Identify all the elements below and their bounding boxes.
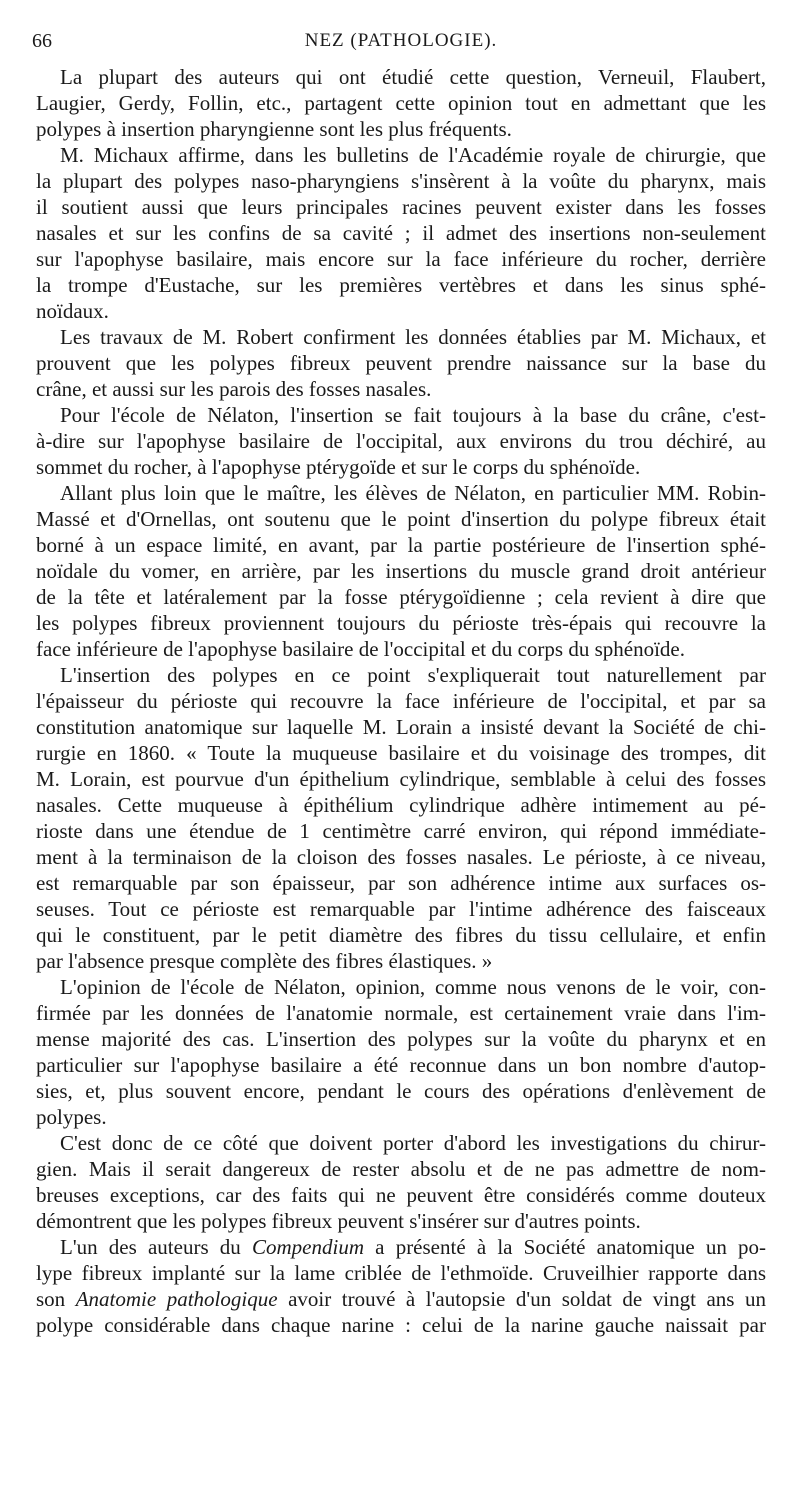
text-line: nasales. Cette muqueuse à épithélium cylindrique adhère intimement au pé- — [36, 793, 766, 817]
text-line: nasales et sur les confins de sa cavité ; il admet des insertions non-seulement — [36, 221, 766, 245]
text-line: Laugier, Gerdy, Follin, etc., partagent cette opinion tout en admettant que les — [36, 91, 766, 115]
text-line: polypes. — [36, 1105, 107, 1129]
running-title: NEZ (PATHOLOGIE). — [304, 30, 498, 51]
text-line: polype considérable dans chaque narine : celui de la narine gauche naissait par — [36, 1313, 766, 1337]
text-line: seuses. Tout ce périoste est remarquable par l'intime adhérence des faisceaux — [36, 897, 766, 921]
text-line: La plupart des auteurs qui ont étudié cette question, Verneuil, Flaubert, — [60, 65, 766, 89]
text-line: M. Michaux affirme, dans les bulletins de l'Académie royale de chirurgie, que — [60, 143, 766, 167]
text-line: particulier sur l'apophyse basilaire a été reconnue dans un bon nombre d'autop- — [36, 1053, 766, 1077]
text-line: sommet du rocher, à l'apophyse ptérygoïde et sur le corps du sphénoïde. — [36, 455, 641, 479]
text-line: face inférieure de l'apophyse basilaire de l'occipital et du corps du sphénoïde. — [36, 637, 685, 661]
text-line: son Anatomie pathologique avoir trouvé à l'autopsie d'un soldat de vingt ans un — [36, 1287, 766, 1311]
text-line: crâne, et aussi sur les parois des fosses nasales. — [36, 377, 432, 401]
italic-title: Compendium — [252, 1235, 364, 1259]
text-line: il soutient aussi que leurs principales racines peuvent exister dans les fosses — [36, 195, 766, 219]
text-line: rioste dans une étendue de 1 centimètre carré environ, qui répond immédiate- — [36, 819, 766, 843]
text-line: par l'absence presque complète des fibres élastiques. » — [36, 949, 493, 973]
text-line: M. Lorain, est pourvue d'un épithelium cylindrique, semblable à celui des fosses — [36, 767, 766, 791]
text-line: prouvent que les polypes fibreux peuvent prendre naissance sur la base du — [36, 351, 766, 375]
text-line: à-dire sur l'apophyse basilaire de l'occipital, aux environs du trou déchiré, au — [36, 429, 766, 453]
text-line: breuses exceptions, car des faits qui ne peuvent être considérés comme douteux — [36, 1183, 766, 1207]
text-line: Allant plus loin que le maître, les élèves de Nélaton, en particulier MM. Robin- — [60, 481, 766, 505]
text-line: rurgie en 1860. « Toute la muqueuse basilaire et du voisinage des trompes, dit — [36, 741, 766, 765]
text-line: Les travaux de M. Robert confirment les données établies par M. Michaux, et — [60, 325, 766, 349]
text-line: l'épaisseur du périoste qui recouvre la face inférieure de l'occipital, et par sa — [36, 689, 766, 713]
text-line: noïdale du vomer, en arrière, par les insertions du muscle grand droit antérieur — [36, 559, 766, 583]
text-line: gien. Mais il serait dangereux de rester absolu et de ne pas admettre de nom- — [36, 1157, 766, 1181]
text-line: firmée par les données de l'anatomie normale, est certainement vraie dans l'im- — [36, 1001, 766, 1025]
text-line: Massé et d'Ornellas, ont soutenu que le point d'insertion du polype fibreux était — [36, 507, 766, 531]
page-bottom-margin — [40, 1452, 760, 1454]
text-line: L'insertion des polypes en ce point s'expliquerait tout naturellement par — [60, 663, 766, 687]
text-line: polypes à insertion pharyngienne sont les plus fréquents. — [36, 117, 512, 141]
text-line: ment à la terminaison de la cloison des fosses nasales. Le périoste, à ce niveau, — [36, 845, 766, 869]
text-line: sur l'apophyse basilaire, mais encore sur la face inférieure du rocher, derrière — [36, 247, 766, 271]
text-line: L'un des auteurs du Compendium a présenté à la Société anatomique un po- — [60, 1235, 767, 1259]
text-line: mense majorité des cas. L'insertion des polypes sur la voûte du pharynx et en — [36, 1027, 766, 1051]
text-line: de la tête et latéralement par la fosse ptérygoïdienne ; cela revient à dire que — [36, 585, 766, 609]
running-head — [32, 30, 770, 56]
italic-title: Anatomie pathologique — [75, 1287, 278, 1311]
text-line: qui le constituent, par le petit diamètre des fibres du tissu cellulaire, et enfin — [36, 923, 766, 947]
text-line: borné à un espace limité, en avant, par la partie postérieure de l'insertion sphé- — [36, 533, 766, 557]
text-line: constitution anatomique sur laquelle M. Lorain a insisté devant la Société de chi- — [36, 715, 766, 739]
text-line: démontrent que les polypes fibreux peuvent s'insérer sur d'autres points. — [36, 1209, 641, 1233]
text-line: la plupart des polypes naso-pharyngiens s'insèrent à la voûte du pharynx, mais — [36, 169, 766, 193]
text-line: lype fibreux implanté sur la lame criblée de l'ethmoïde. Cruveilhier rapporte dans — [36, 1261, 766, 1285]
body-text — [36, 64, 766, 1338]
text-line: L'opinion de l'école de Nélaton, opinion, comme nous venons de le voir, con- — [60, 975, 766, 999]
text-line: noïdaux. — [36, 299, 109, 323]
text-line: est remarquable par son épaisseur, par son adhérence intime aux surfaces os- — [36, 871, 766, 895]
text-line: sies, et, plus souvent encore, pendant le cours des opérations d'enlèvement de — [36, 1079, 766, 1103]
text-line: les polypes fibreux proviennent toujours du périoste très-épais qui recouvre la — [36, 611, 766, 635]
text-line: C'est donc de ce côté que doivent porter d'abord les investigations du chirur- — [60, 1131, 766, 1155]
text-line: la trompe d'Eustache, sur les premières vertèbres et dans les sinus sphé- — [36, 273, 766, 297]
page-number: 66 — [32, 30, 52, 52]
text-line: Pour l'école de Nélaton, l'insertion se fait toujours à la base du crâne, c'est- — [60, 403, 766, 427]
